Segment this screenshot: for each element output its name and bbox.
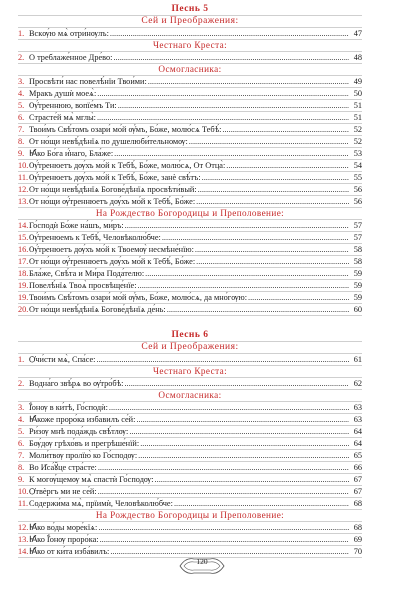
entry-page: 58	[353, 257, 362, 266]
toc-entry[interactable]	[18, 378, 362, 390]
dot-leader	[123, 378, 349, 389]
entry-title: Твои́мъ Свѣ́томъ озари́ мо́й ѹ҆́мъ, Бо́же, молю́сѧ Тебѣ́:	[29, 125, 222, 134]
entry-page: 49	[353, 77, 362, 86]
dot-leader	[201, 172, 349, 183]
entry-title: От но́щи ѹ҆́треннюетъ дѹ́хъ мо́й к Тебѣ́, Бо́же:	[29, 197, 196, 206]
dot-leader	[97, 486, 349, 497]
entry-number: 13.	[18, 535, 29, 544]
toc-entry[interactable]	[18, 100, 362, 112]
entry-title: Вскѹ́ю мѧ̀ отри́нѹлъ:	[29, 29, 109, 38]
entry-page: 59	[353, 269, 362, 278]
entry-title: От но́щи ѹ҆́треннюетъ дѹ́хъ мо́й к Тебѣ́, Бо́же:	[29, 257, 196, 266]
dot-leader	[97, 522, 349, 533]
entry-number: 16.	[18, 245, 29, 254]
toc-entry[interactable]	[18, 160, 362, 172]
toc-entry[interactable]	[18, 232, 362, 244]
page-number: 120	[196, 557, 208, 566]
section-title: Песнь 6	[171, 330, 209, 340]
entry-page: 64	[353, 427, 362, 436]
entry-page: 68	[353, 499, 362, 508]
entry-number: 5.	[18, 101, 25, 110]
dot-leader	[144, 268, 349, 279]
toc-entry[interactable]	[18, 136, 362, 148]
toc-entry[interactable]	[18, 522, 362, 534]
entry-number: 8.	[18, 137, 25, 146]
toc-entry[interactable]	[18, 220, 362, 232]
dot-leader	[139, 438, 349, 449]
dot-leader	[113, 148, 349, 159]
entry-number: 9.	[18, 149, 25, 158]
dot-leader	[128, 426, 349, 437]
dot-leader	[97, 462, 349, 473]
group-title: На Рождество Богородицы и Преполовение:	[18, 208, 362, 220]
entry-number: 4.	[18, 415, 25, 424]
entry-number: 3.	[18, 77, 25, 86]
entry-page: 57	[353, 233, 362, 242]
entry-title: К могѹ́щемѹ мѧ̀ спастѝ Го́сподѹ:	[29, 475, 154, 484]
entry-page: 57	[353, 221, 362, 230]
entry-title: Ꙗ҆́ко от ки́та изба́вилъ:	[29, 547, 110, 556]
entry-page: 54	[353, 161, 362, 170]
group-heading	[18, 341, 362, 354]
group-title: Осмогласника:	[18, 390, 362, 402]
dot-leader	[96, 88, 349, 99]
dot-leader	[173, 498, 349, 509]
group-title: Сей и Преображения:	[141, 342, 239, 352]
toc-entry[interactable]	[18, 438, 362, 450]
entry-title: Бла́же, Свѣ́та и Ми́ра Пода́телю:	[29, 269, 145, 278]
dot-leader	[108, 402, 349, 413]
entry-number: 2.	[18, 53, 25, 62]
toc-entry[interactable]	[18, 76, 362, 88]
toc-entry[interactable]	[18, 474, 362, 486]
entry-title: Ꙗ҆́ко Бо́га и҆́наго, Бла́же:	[29, 149, 114, 158]
entry-page: 51	[353, 113, 362, 122]
entry-title: Ѹ҆́тренюетъ дѹ́хъ мо́й к Тебѣ́, Бо́же, молю́сѧ, От Отца̀:	[29, 161, 226, 170]
dot-leader	[225, 160, 349, 171]
toc-entry[interactable]	[18, 112, 362, 124]
toc-entry[interactable]	[18, 244, 362, 256]
toc-entry[interactable]	[18, 426, 362, 438]
group-title: Честнаго Креста:	[18, 366, 362, 378]
dot-leader	[195, 256, 349, 267]
dot-leader	[195, 196, 349, 207]
entry-number: 10.	[18, 161, 29, 170]
entry-page: 59	[353, 281, 362, 290]
dot-leader	[147, 76, 349, 87]
entry-title: Го́сподѝ Бо́же на́шъ, ми́ръ:	[29, 221, 124, 230]
dot-leader	[109, 28, 349, 39]
toc-entry[interactable]	[18, 498, 362, 510]
entry-title: О треблаже́нное Дре́во:	[29, 53, 113, 62]
entry-title: Бѹ́дѹ грѣхо́въ и прегрѣше́нїй:	[29, 439, 140, 448]
dot-leader	[194, 244, 349, 255]
entry-title: От но́щи невѣ́дѣнїѧ Богове́дѣнїѧ просвѣти́вый:	[29, 185, 197, 194]
entry-page: 63	[353, 403, 362, 412]
entry-number: 13.	[18, 197, 29, 206]
toc-entry[interactable]	[18, 414, 362, 426]
entry-title: Ꙗ҆́ко Ї҆́онѹ проро́ка:	[29, 535, 99, 544]
toc-entry[interactable]	[18, 196, 362, 208]
dot-leader	[137, 450, 349, 461]
entry-number: 1.	[18, 29, 25, 38]
entry-number: 5.	[18, 427, 25, 436]
entry-number: 15.	[18, 233, 29, 242]
entry-page: 64	[353, 439, 362, 448]
entry-number: 1.	[18, 355, 25, 364]
toc-entry[interactable]	[18, 292, 362, 304]
entry-title: Твои́мъ Свѣ́томъ озари́ мо́й ѹ҆́мъ, Бо́же, молю́сѧ, да мно́гѹю:	[29, 293, 248, 302]
toc-entry[interactable]	[18, 172, 362, 184]
entry-title: Ѻ҆твѐргъ ми не се́й:	[29, 487, 97, 496]
entry-title: Водна́го звѣ́рѧ во ѹ҆тро́бѣ:	[29, 379, 124, 388]
section-title: Песнь 5	[171, 4, 209, 14]
entry-page: 50	[353, 89, 362, 98]
toc-entry[interactable]	[18, 304, 362, 316]
dot-leader	[135, 414, 349, 425]
entry-number: 10.	[18, 487, 29, 496]
toc-entry[interactable]	[18, 124, 362, 136]
entry-page: 56	[353, 197, 362, 206]
dot-leader	[188, 136, 349, 147]
entry-title: Ѹ҆́тренюетъ дѹ́хъ мо́й к Твоемѹ̀ несмѣне́нїю:	[29, 245, 194, 254]
entry-page: 51	[353, 101, 362, 110]
dot-leader	[221, 124, 349, 135]
entry-title: Ѻ҆чи́сти мѧ̀, Спа́се:	[29, 355, 96, 364]
entry-page: 56	[353, 185, 362, 194]
toc-entry[interactable]	[18, 354, 362, 366]
dot-leader	[161, 232, 349, 243]
toc-entry[interactable]	[18, 148, 362, 160]
entry-page: 67	[353, 487, 362, 496]
dot-leader	[99, 534, 349, 545]
entry-number: 17.	[18, 257, 29, 266]
entry-number: 14.	[18, 547, 29, 556]
dot-leader	[96, 112, 349, 123]
entry-number: 19.	[18, 281, 29, 290]
toc-entry[interactable]	[18, 402, 362, 414]
group-title: Сей и Преображения:	[141, 16, 239, 26]
entry-number: 12.	[18, 185, 29, 194]
entry-page: 60	[353, 305, 362, 314]
entry-title: Ꙗ҆́коже проро́ка избавилъ се́й:	[29, 415, 136, 424]
entry-title: Мракъ душѝ моеѧ̀:	[29, 89, 97, 98]
entry-page: 68	[353, 523, 362, 532]
entry-number: 2.	[18, 379, 25, 388]
entry-page: 67	[353, 475, 362, 484]
entry-page: 61	[353, 355, 362, 364]
entry-page: 58	[353, 245, 362, 254]
entry-title: Ꙗ҆́ко во́ды море́кїѧ:	[29, 523, 98, 532]
entry-page: 70	[353, 547, 362, 556]
entry-page: 52	[353, 137, 362, 146]
group-heading	[18, 15, 362, 28]
entry-page: 65	[353, 451, 362, 460]
entry-title: Просвѣти́ нас повелѣ́нїи Твои́ми:	[29, 77, 147, 86]
group-title: Честнаго Креста:	[18, 40, 362, 52]
entry-number: 6.	[18, 113, 25, 122]
entry-number: 3.	[18, 403, 25, 412]
group-title: На Рождество Богородицы и Преполовение:	[18, 510, 362, 522]
toc-entry[interactable]	[18, 280, 362, 292]
toc-entry[interactable]	[18, 256, 362, 268]
entry-title: От но́щи невѣ́дѣнїѧ по душелюби́тельномѹ:	[29, 137, 188, 146]
entry-title: Содержи́ма мѧ̀, прїимѝ, Человѣколю́бче:	[29, 499, 173, 508]
entry-title: Моли́твѹ пролїю̀ ко Го́сподѹ:	[29, 451, 138, 460]
entry-page: 52	[353, 125, 362, 134]
toc-entry[interactable]	[18, 268, 362, 280]
entry-title: Во И҆са́ꙋ̆це стра́сте:	[29, 463, 97, 472]
entry-page: 47	[353, 29, 362, 38]
dot-leader	[137, 280, 349, 291]
entry-title: Ѹ҆́треннюю, вопїе́мъ Ти:	[29, 101, 117, 110]
entry-number: 19.	[18, 293, 29, 302]
toc-entry[interactable]	[18, 28, 362, 40]
entry-number: 7.	[18, 125, 25, 134]
toc-entry[interactable]	[18, 534, 362, 546]
entry-page: 48	[353, 53, 362, 62]
entry-title: От но́щи невѣ́дѣнїѧ Богове́дѣнїѧ де́нь:	[29, 305, 166, 314]
entry-title: Ѹ҆́тренюемъ к Тебѣ́, Человѣколю́бче:	[29, 233, 161, 242]
entry-number: 20.	[18, 305, 29, 314]
entry-page: 53	[353, 149, 362, 158]
entry-number: 9.	[18, 475, 25, 484]
entry-number: 6.	[18, 439, 25, 448]
dot-leader	[154, 474, 349, 485]
dot-leader	[197, 184, 349, 195]
entry-title: Повелѣ́нїѧ Твоѧ̀ просвѣще́нїе:	[29, 281, 137, 290]
table-of-contents	[18, 4, 362, 558]
toc-entry[interactable]	[18, 88, 362, 100]
dot-leader	[124, 220, 349, 231]
toc-entry[interactable]	[18, 450, 362, 462]
toc-entry[interactable]	[18, 462, 362, 474]
entry-title: Ри́зѹ мнѣ пода́ждь свѣ́тлѹ:	[29, 427, 129, 436]
entry-number: 11.	[18, 499, 29, 508]
entry-page: 69	[353, 535, 362, 544]
dot-leader	[112, 52, 349, 63]
dot-leader	[96, 354, 350, 365]
toc-entry[interactable]	[18, 486, 362, 498]
entry-page: 55	[353, 173, 362, 182]
entry-title: Страсте́й мѧ̀ мглы̀:	[29, 113, 96, 122]
entry-number: 12.	[18, 523, 29, 532]
dot-leader	[117, 100, 349, 111]
dot-leader	[109, 546, 349, 557]
entry-page: 59	[353, 293, 362, 302]
entry-number: 14.	[18, 221, 29, 230]
entry-page: 62	[353, 379, 362, 388]
entry-title: Ѹ҆́тренюетъ дѹ́хъ мо́й к Тебѣ́, Бо́же, занѐ свѣ́тъ:	[29, 173, 201, 182]
entry-number: 8.	[18, 463, 25, 472]
entry-page: 66	[353, 463, 362, 472]
entry-page: 63	[353, 415, 362, 424]
entry-number: 4.	[18, 89, 25, 98]
dot-leader	[247, 292, 349, 303]
entry-number: 11.	[18, 173, 29, 182]
entry-number: 7.	[18, 451, 25, 460]
entry-title: Ї҆́онѹ в ки́тѣ, Го́сподѝ:	[29, 403, 108, 412]
entry-number: 18.	[18, 269, 29, 278]
toc-entry[interactable]	[18, 184, 362, 196]
dot-leader	[166, 304, 349, 315]
toc-entry[interactable]	[18, 52, 362, 64]
group-title: Осмогласника:	[18, 64, 362, 76]
